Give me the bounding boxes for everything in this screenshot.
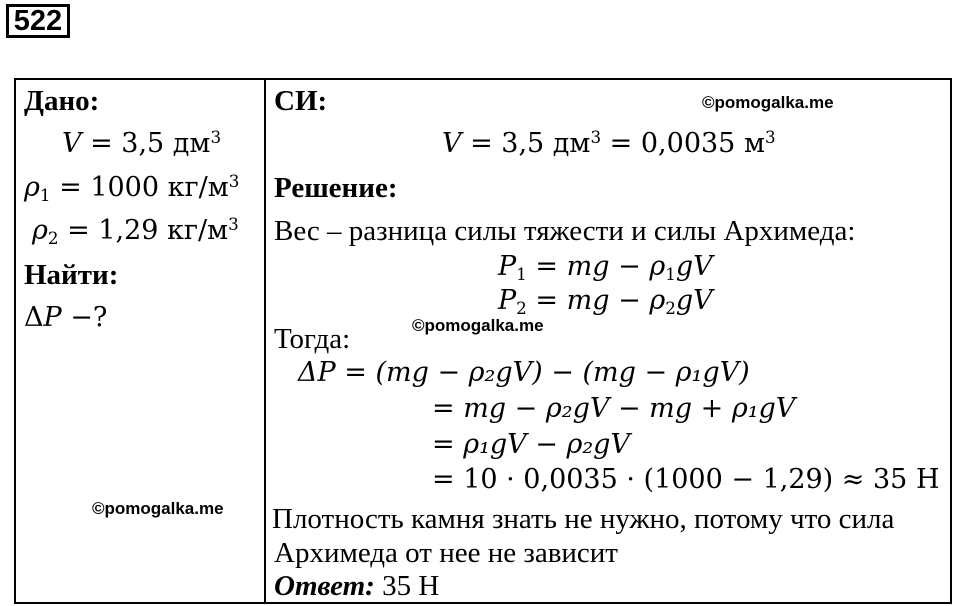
find-expression: ΔP −? [24,302,108,333]
watermark: ©pomogalka.me [702,93,834,112]
find-heading: Найти: [24,259,119,291]
given-heading: Дано: [24,85,100,117]
answer-label: Ответ: [274,570,375,602]
watermark: ©pomogalka.me [412,316,544,335]
formula-p2: $P_2$ = mg − $\rho_2gV$ [498,285,713,319]
solution-intro: Вес – разница силы тяжести и силы Архимеда: [274,215,856,247]
derivation-step-2: = mg − ρ₂gV − mg + ρ₁gV [432,393,796,424]
si-heading: СИ: [274,85,328,117]
column-divider [264,78,266,604]
derivation-step-4: = 10 · 0,0035 · (1000 − 1,29) ≈ 35 Н [432,464,940,495]
then-label: Тогда: [274,323,351,355]
answer-value: 35 Н [374,570,440,602]
derivation-step-1: ΔP = (mg − ρ₂gV) − (mg − ρ₁gV) [298,357,750,388]
formula-p1: $P_1$ = mg − $\rho_1gV$ [498,251,713,285]
note-line-2: Архимеда от нее не зависит [274,537,618,569]
note-line-1: Плотность камня знать не нужно, потому что сила [272,503,895,535]
solution-heading: Решение: [274,172,398,204]
answer [274,569,439,603]
si-conversion: V = 3,5 $дм^3 = 0,0035$ $м^3$ [442,126,776,159]
derivation-step-3: = ρ₁gV − ρ₂gV [432,429,630,460]
watermark: ©pomogalka.me [92,499,224,518]
given-density-1: $\rho_1 = 1000$ $кг/м^3$ [24,170,240,206]
given-density-2: $\rho_2 = 1,29$ $кг/м^3$ [32,213,239,249]
problem-number: 522 [6,4,70,38]
given-volume: V = 3,5 $дм^3$ [62,126,222,159]
